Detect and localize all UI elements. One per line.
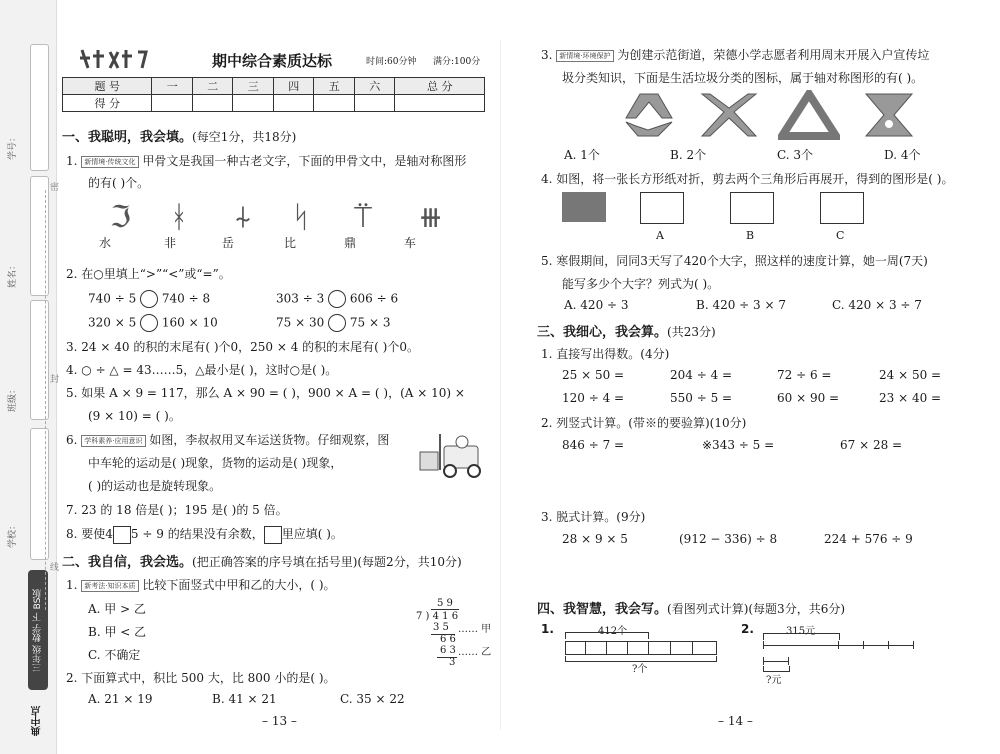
question-number: 3. (541, 48, 553, 62)
question-number: 1. (66, 154, 78, 168)
question-tag: 新考法·知识本质 (81, 580, 138, 592)
expr-left: 303 ÷ 3 (276, 291, 325, 306)
option[interactable]: C. 420 × 3 ÷ 7 (832, 298, 922, 312)
question-6-line3: ( )的运动也是旋转现象。 (88, 479, 222, 493)
brand-logo: 典中点 (32, 706, 43, 736)
dashed-cut-line (45, 190, 46, 610)
question-5-line2: (9 × 10) = ( )。 (88, 409, 181, 423)
compare-item (276, 314, 390, 332)
calc-item: 204 ÷ 4 = (670, 368, 733, 382)
calc-3 (541, 508, 645, 525)
score-row-label: 得 分 (63, 95, 152, 112)
section-title: 二、我自信，我会选。 (62, 555, 193, 570)
question-r5 (541, 252, 928, 269)
label-class: 班级： (8, 384, 18, 412)
segment-tick (648, 641, 649, 655)
expr-right: 160 × 10 (161, 315, 218, 330)
cut-mark-3: 线 (50, 563, 60, 573)
calc-item: 25 × 50 = (562, 368, 625, 382)
question-text: 寒假期间，同同3天写了420个大字，照这样的速度计算，她一周(7天) (556, 254, 928, 268)
question-number: 8. (66, 527, 78, 541)
division-dividend: 7 ) 4 1 6 (416, 611, 459, 622)
calc-item: 72 ÷ 6 = (777, 368, 832, 382)
question-text: 直接写出得数。(4分) (556, 347, 670, 361)
question-text: 如图，将一张长方形纸对折，剪去两个三角形后再展开，得到的图形是( )。 (556, 172, 954, 186)
question-text: 甲骨文是我国一种古老文字，下面的甲骨文中，是轴对称图形 (142, 154, 467, 168)
segment-tick (863, 641, 864, 649)
question-text: 下面算式中，积比 500 大，比 800 小的是( )。 (81, 671, 336, 685)
calc-item: 224 + 576 ÷ 9 (824, 532, 913, 546)
question-text: 为创建示范街道，荣德小学志愿者利用周末开展入户宣传垃 (617, 48, 930, 62)
section-title: 三、我细心，我会算。 (537, 325, 668, 340)
question-number: 7. (66, 503, 78, 517)
calc-1 (541, 345, 669, 362)
expr-right: 740 ÷ 8 (161, 291, 211, 306)
glyph-label: 岳 (222, 236, 235, 250)
segment-tick (838, 641, 839, 649)
segment-line-lower (763, 661, 788, 662)
section-note: (共23分) (667, 325, 716, 339)
division-quotient: 5 9 (437, 598, 453, 609)
brace-top (565, 632, 649, 639)
option[interactable]: A. 甲 > 乙 (88, 602, 146, 616)
segment-tick (888, 641, 889, 649)
section-note: (看图列式计算)(每题3分，共6分) (667, 602, 846, 616)
question-number: 4. (541, 172, 553, 186)
calc-item: ※343 ÷ 5 = (702, 438, 775, 452)
score-cell[interactable] (233, 95, 274, 112)
question-number: 1. (541, 347, 553, 361)
figure-a[interactable] (640, 192, 684, 224)
segment-tick (670, 641, 671, 655)
question-2 (66, 265, 231, 282)
question-1-line2: 的有( )个。 (88, 176, 150, 190)
figure-label-a: A (656, 229, 664, 242)
option[interactable]: C. 3个 (777, 148, 814, 162)
question-text: 如果 A × 9 = 117，那么 A × 90 = ( )，900 × A = ( )，(A × 10) × (81, 386, 465, 400)
section-3-heading (537, 321, 716, 340)
page-number-left: – 13 – (262, 714, 297, 728)
section-2-heading (62, 551, 462, 570)
question-5 (66, 384, 465, 401)
question-1 (66, 152, 466, 169)
score-header: 二 (192, 78, 233, 95)
compare-item (88, 290, 210, 308)
forklift-icon (418, 430, 488, 478)
expr-left: 740 ÷ 5 (88, 291, 137, 306)
question-text: 列竖式计算。(带※的要验算)(10分) (556, 416, 747, 430)
label-school: 学校： (8, 520, 18, 548)
question-tag: 新情境·环境保护 (556, 50, 613, 62)
division-step: 6 6 (440, 634, 456, 645)
division-step: 3 5 (433, 622, 449, 633)
option[interactable]: C. 不确定 (88, 648, 141, 662)
score-cell[interactable] (152, 95, 193, 112)
glyph-label: 鼎 (344, 236, 357, 250)
score-header: 三 (233, 78, 274, 95)
exam-full-score: 满分:100分 (433, 57, 481, 67)
question-text: 24 × 40 的积的末尾有( )个0，250 × 4 的积的末尾有( )个0。 (81, 340, 419, 354)
figure-label-b: B (746, 229, 755, 242)
oracle-glyph-che-icon: ⧻ (418, 200, 444, 235)
score-header: 一 (152, 78, 193, 95)
school-box[interactable] (30, 428, 49, 560)
word-problem-1-number: 1. (541, 622, 554, 636)
diagram-top-label: 412个 (598, 626, 628, 637)
segment-tick (585, 641, 586, 655)
cut-mark-1: 密 (50, 183, 60, 193)
brace-top (763, 633, 840, 640)
question-6-line2: 中车轮的运动是( )现象，货物的运动是( )现象， (88, 456, 343, 470)
digit-box[interactable] (264, 526, 282, 544)
division-step: 3 (449, 657, 456, 668)
compare-circle[interactable] (140, 314, 158, 332)
option[interactable]: A. 21 × 19 (88, 692, 153, 706)
grade-label: 三年级 数学 下 BS版 (28, 570, 48, 690)
oracle-glyph-fei-icon: ᚼ (170, 200, 188, 235)
option[interactable]: D. 4个 (884, 148, 921, 162)
section-4-heading (537, 598, 845, 617)
recycle-arrows-icon (618, 90, 680, 140)
segment-bar (565, 641, 717, 655)
question-text: 在○里填上“>”“<”或“=”。 (81, 267, 231, 281)
calc-item: 550 ÷ 5 = (670, 391, 733, 405)
word-problem-2-number: 2. (741, 622, 754, 636)
score-cell[interactable] (192, 95, 233, 112)
calc-item: 23 × 40 = (879, 391, 942, 405)
label-jia: …… 甲 (458, 624, 492, 635)
score-header: 总 分 (395, 78, 485, 95)
digit-box[interactable] (113, 526, 131, 544)
calc-item: (912 − 336) ÷ 8 (679, 532, 778, 546)
figure-b[interactable] (730, 192, 774, 224)
question-text: 脱式计算。(9分) (556, 510, 646, 524)
score-header: 四 (273, 78, 314, 95)
question-number: 6. (66, 433, 78, 447)
label-student-number: 学号： (8, 132, 18, 160)
calc-item: 846 ÷ 7 = (562, 438, 625, 452)
recycle-triangle-icon (778, 90, 840, 140)
name-box[interactable] (30, 176, 49, 296)
question-7 (66, 501, 288, 518)
glyph-label: 车 (404, 236, 417, 250)
exam-time: 时间:60分钟 (366, 57, 417, 67)
option[interactable]: A. 420 ÷ 3 (564, 298, 629, 312)
option[interactable]: B. 420 ÷ 3 × 7 (696, 298, 786, 312)
folded-paper-figure (562, 192, 606, 222)
question-text: 里应填( )。 (281, 527, 343, 541)
question-number: 4. (66, 363, 78, 377)
page-title: 期中综合素质达标 (212, 52, 333, 70)
page-number-right: – 14 – (718, 714, 753, 728)
score-cell[interactable] (395, 95, 485, 112)
segment-tick (606, 641, 607, 655)
diagram-bottom-label: ?个 (632, 664, 648, 675)
compare-circle[interactable] (328, 290, 346, 308)
oracle-logo-icon (78, 46, 150, 72)
page-divider (500, 40, 501, 730)
question-number: 2. (66, 267, 78, 281)
segment-tick (692, 641, 693, 655)
compare-circle[interactable] (140, 290, 158, 308)
question-8 (66, 525, 343, 544)
option[interactable]: B. 甲 < 乙 (88, 625, 147, 639)
glyph-label: 非 (164, 236, 177, 250)
calc-item: 67 × 28 = (840, 438, 903, 452)
compare-item (276, 290, 398, 308)
question-number: 5. (541, 254, 553, 268)
calc-item: 28 × 9 × 5 (562, 532, 628, 546)
question-6 (66, 431, 389, 448)
label-name: 姓名： (8, 260, 18, 288)
question-number: 2. (66, 671, 78, 685)
question-text: 23 的 18 倍是( )；195 是( )的 5 倍。 (81, 503, 288, 517)
score-table (62, 77, 485, 112)
calc-item: 60 × 90 = (777, 391, 840, 405)
question-tag: 新情境·传统文化 (81, 156, 138, 168)
question-3 (66, 338, 419, 355)
question-text: 5 ÷ 9 的结果没有余数， (130, 527, 264, 541)
segment-tick (627, 641, 628, 655)
section-note: (每空1分，共18分) (192, 130, 297, 144)
figure-label-c: C (836, 229, 845, 242)
score-cell[interactable] (354, 95, 395, 112)
question-tag: 学科素养·应用意识 (81, 435, 145, 447)
question-r4 (541, 170, 953, 187)
question-4 (66, 361, 337, 378)
hazard-cross-icon (698, 90, 760, 140)
question-2-1 (66, 576, 336, 593)
option[interactable]: B. 41 × 21 (212, 692, 277, 706)
question-r3-line2: 圾分类知识，下面是生活垃圾分类的图标，属于轴对称图形的有( )。 (562, 71, 924, 85)
expr-left: 75 × 30 (276, 315, 325, 330)
calc-item: 120 ÷ 4 = (562, 391, 625, 405)
expr-right: 75 × 3 (349, 315, 391, 330)
figure-c[interactable] (820, 192, 864, 224)
option[interactable]: B. 2个 (670, 148, 707, 162)
score-cell[interactable] (314, 95, 355, 112)
oracle-glyph-ding-icon: ⍡ (354, 200, 372, 235)
section-note: (把正确答案的序号填在括号里)(每题2分，共10分) (192, 555, 462, 569)
segment-tick (913, 641, 914, 649)
question-r3 (541, 46, 929, 63)
diagram-top-label: 315元 (786, 626, 816, 637)
question-number: 1. (66, 578, 78, 592)
question-text: 比较下面竖式中甲和乙的大小，( )。 (142, 578, 336, 592)
calc-item: 24 × 50 = (879, 368, 942, 382)
hourglass-icon (858, 90, 920, 140)
cut-mark-2: 封 (50, 375, 60, 385)
question-number: 2. (541, 416, 553, 430)
section-title: 一、我聪明，我会填。 (62, 130, 193, 145)
question-number: 5. (66, 386, 78, 400)
expr-left: 320 × 5 (88, 315, 137, 330)
question-text: ○ ÷ △ = 43……5，△最小是( )，这时○是( )。 (81, 363, 338, 377)
score-cell[interactable] (273, 95, 314, 112)
expr-right: 606 ÷ 6 (349, 291, 399, 306)
section-title: 四、我智慧，我会写。 (537, 602, 668, 617)
question-r5-line2: 能写多少个大字？列式为( )。 (562, 277, 720, 291)
division-bar (431, 609, 459, 610)
oracle-glyph-water-icon: ℑ (110, 200, 131, 235)
question-text: 要使4 (81, 527, 113, 541)
oracle-glyph-yue-icon: ⍭ (234, 200, 252, 235)
glyph-label: 比 (284, 236, 297, 250)
division-step: 6 3 (440, 645, 456, 656)
calc-2 (541, 414, 746, 431)
question-2-2 (66, 669, 336, 686)
compare-circle[interactable] (328, 314, 346, 332)
segment-tick (763, 657, 764, 665)
binding-strip (0, 0, 60, 754)
score-header: 五 (314, 78, 355, 95)
score-header: 题 号 (63, 78, 152, 95)
score-header: 六 (354, 78, 395, 95)
class-box[interactable] (30, 300, 49, 420)
option[interactable]: A. 1个 (564, 148, 600, 162)
diagram-bottom-label: ?元 (766, 675, 782, 686)
student-number-box[interactable] (30, 44, 49, 171)
segment-tick (763, 641, 764, 649)
label-yi: …… 乙 (458, 647, 492, 658)
question-text: 如图，李叔叔用叉车运送货物。仔细观察，图 (149, 433, 390, 447)
question-number: 3. (66, 340, 78, 354)
glyph-label: 水 (99, 236, 112, 250)
segment-tick (788, 657, 789, 665)
section-1-heading (62, 126, 296, 145)
compare-item (88, 314, 218, 332)
oracle-glyph-bi-icon: ᛋ (292, 200, 310, 235)
option[interactable]: C. 35 × 22 (340, 692, 405, 706)
question-number: 3. (541, 510, 553, 524)
